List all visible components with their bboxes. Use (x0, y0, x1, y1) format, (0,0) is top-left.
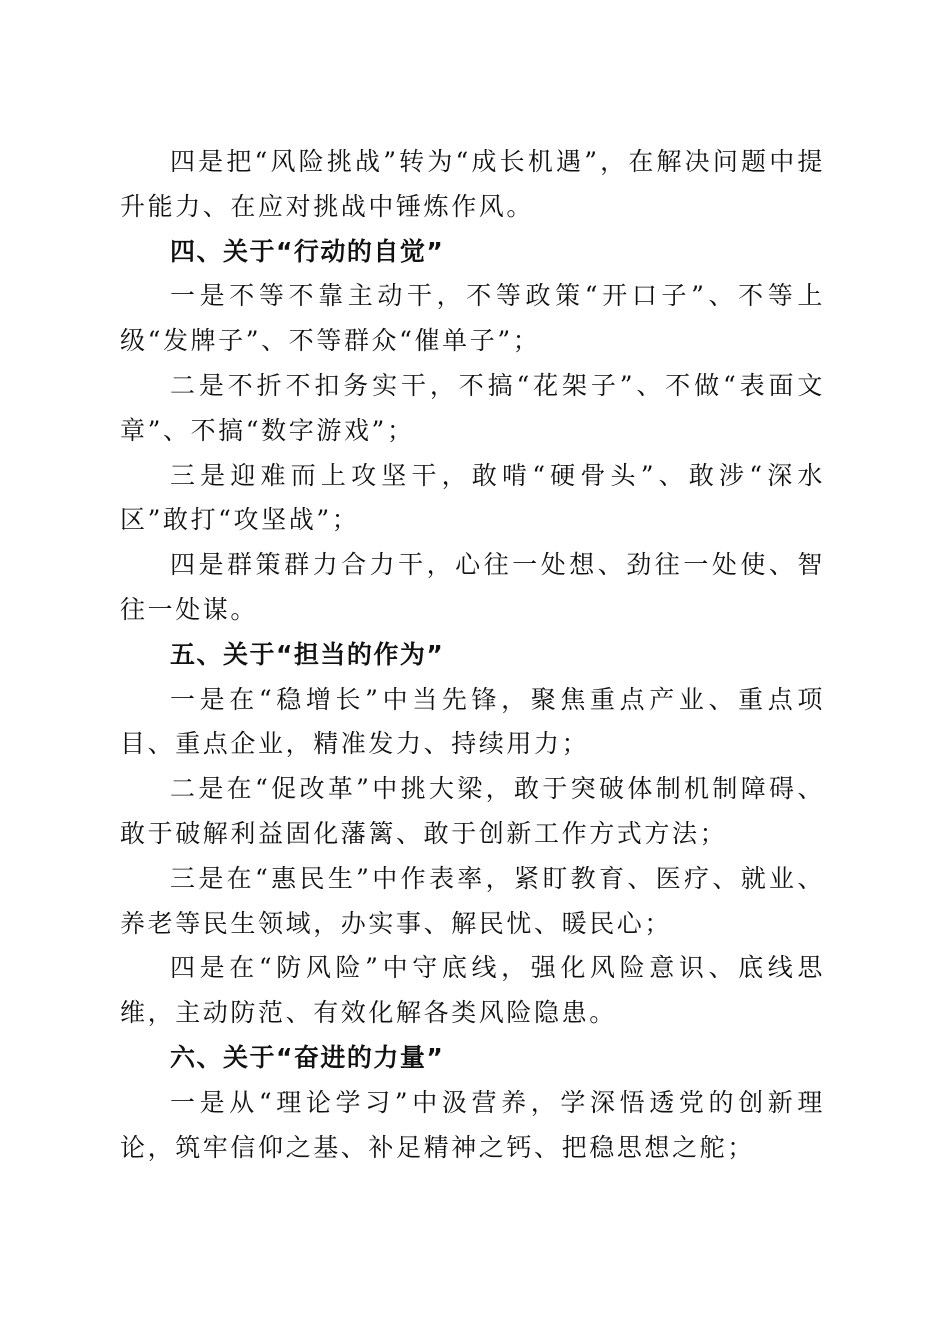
paragraph-responsibility-1: 一是在“稳增长”中当先锋，聚焦重点产业、重点项目、重点企业，精准发力、持续用力； (120, 684, 825, 759)
paragraph-action-3: 三是迎难而上攻坚干，敢啃“硬骨头”、敢涉“深水区”敢打“攻坚战”； (120, 460, 825, 535)
section-heading-responsibility: 五、关于“担当的作为” (170, 639, 445, 669)
paragraph-responsibility-2: 二是在“促改革”中挑大梁，敢于突破体制机制障碍、敢于破解利益固化藩篱、敢于创新工作方式方法； (120, 774, 825, 848)
paragraph-responsibility-4: 四是在“防风险”中守底线，强化风险意识、底线思维，主动防范、有效化解各类风险隐患。 (120, 953, 825, 1028)
paragraph-action-4: 四是群策群力合力干，心往一处想、劲往一处使、智往一处谋。 (120, 550, 825, 624)
paragraph-responsibility-3: 三是在“惠民生”中作表率，紧盯教育、医疗、就业、养老等民生领域，办实事、解民忧、暖民心； (120, 863, 825, 938)
paragraph-strength-1: 一是从“理论学习”中汲营养，学深悟透党的创新理论，筑牢信仰之基、补足精神之钙、把稳思想之舵； (120, 1087, 825, 1162)
paragraph-risk-opportunity: 四是把“风险挑战”转为“成长机遇”，在解决问题中提升能力、在应对挑战中锤炼作风。 (120, 147, 825, 221)
section-heading-action: 四、关于“行动的自觉” (170, 236, 445, 266)
document-body (120, 140, 825, 1170)
section-heading-strength: 六、关于“奋进的力量” (170, 1042, 445, 1072)
paragraph-action-1: 一是不等不靠主动干，不等政策“开口子”、不等上级“发牌子”、不等群众“催单子”； (120, 281, 825, 356)
paragraph-action-2: 二是不折不扣务实干，不搞“花架子”、不做“表面文章”、不搞“数字游戏”； (120, 370, 825, 445)
